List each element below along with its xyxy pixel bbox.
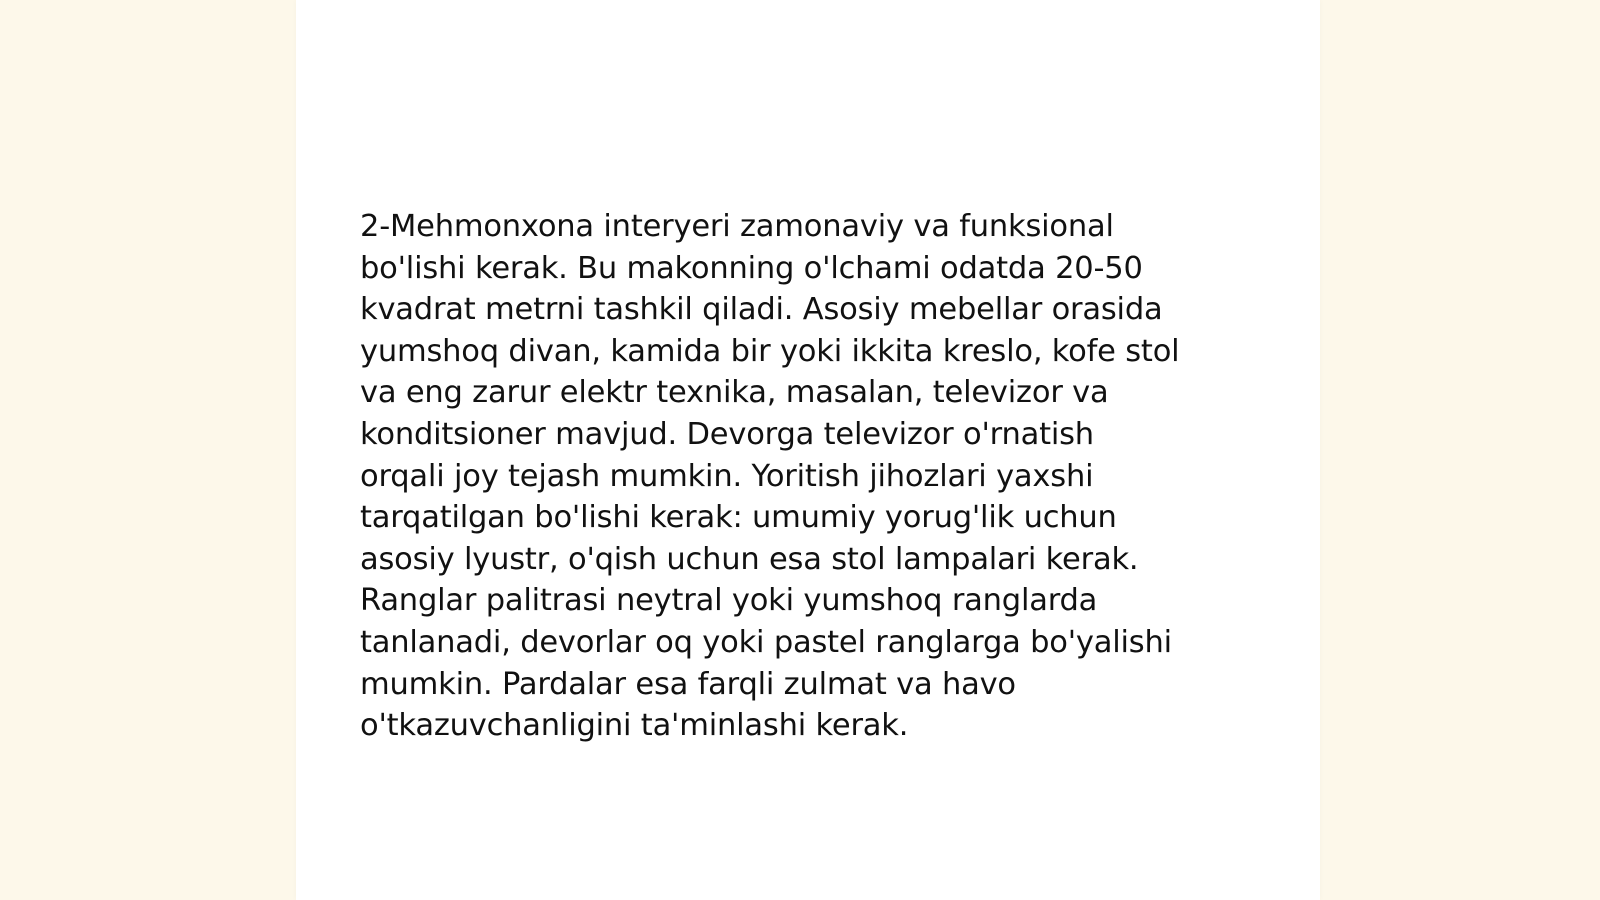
paragraph-line: bo'lishi kerak. Bu makonning o'lchami odatda 20-50 <box>360 250 1143 286</box>
paragraph-line: konditsioner mavjud. Devorga televizor o'rnatish <box>360 416 1094 452</box>
paragraph-line: tarqatilgan bo'lishi kerak: umumiy yorug'lik uchun <box>360 500 1117 536</box>
paragraph-line: va eng zarur elektr texnika, masalan, televizor va <box>360 375 1109 411</box>
paragraph-line: 2-Mehmonxona interyeri zamonaviy va funksional <box>360 209 1114 244</box>
paragraph-line: orqali joy tejash mumkin. Yoritish jihozlari yaxshi <box>360 458 1094 494</box>
paragraph-line: asosiy lyustr, o'qish uchun esa stol lampalari kerak. <box>360 541 1139 577</box>
document-page <box>296 0 1320 900</box>
paragraph-line: Ranglar palitrasi neytral yoki yumshoq ranglarda <box>360 583 1098 619</box>
paragraph-line: mumkin. Pardalar esa farqli zulmat va havo <box>360 666 1016 702</box>
paragraph-line: yumshoq divan, kamida bir yoki ikkita kreslo, kofe stol <box>360 333 1180 369</box>
body-paragraph <box>360 206 1250 747</box>
paragraph-line: tanlanadi, devorlar oq yoki pastel ranglarga bo'yalishi <box>360 624 1172 660</box>
paragraph-line: kvadrat metrni tashkil qiladi. Asosiy mebellar orasida <box>360 292 1163 328</box>
paragraph-line: o'tkazuvchanligini ta'minlashi kerak. <box>360 708 909 744</box>
